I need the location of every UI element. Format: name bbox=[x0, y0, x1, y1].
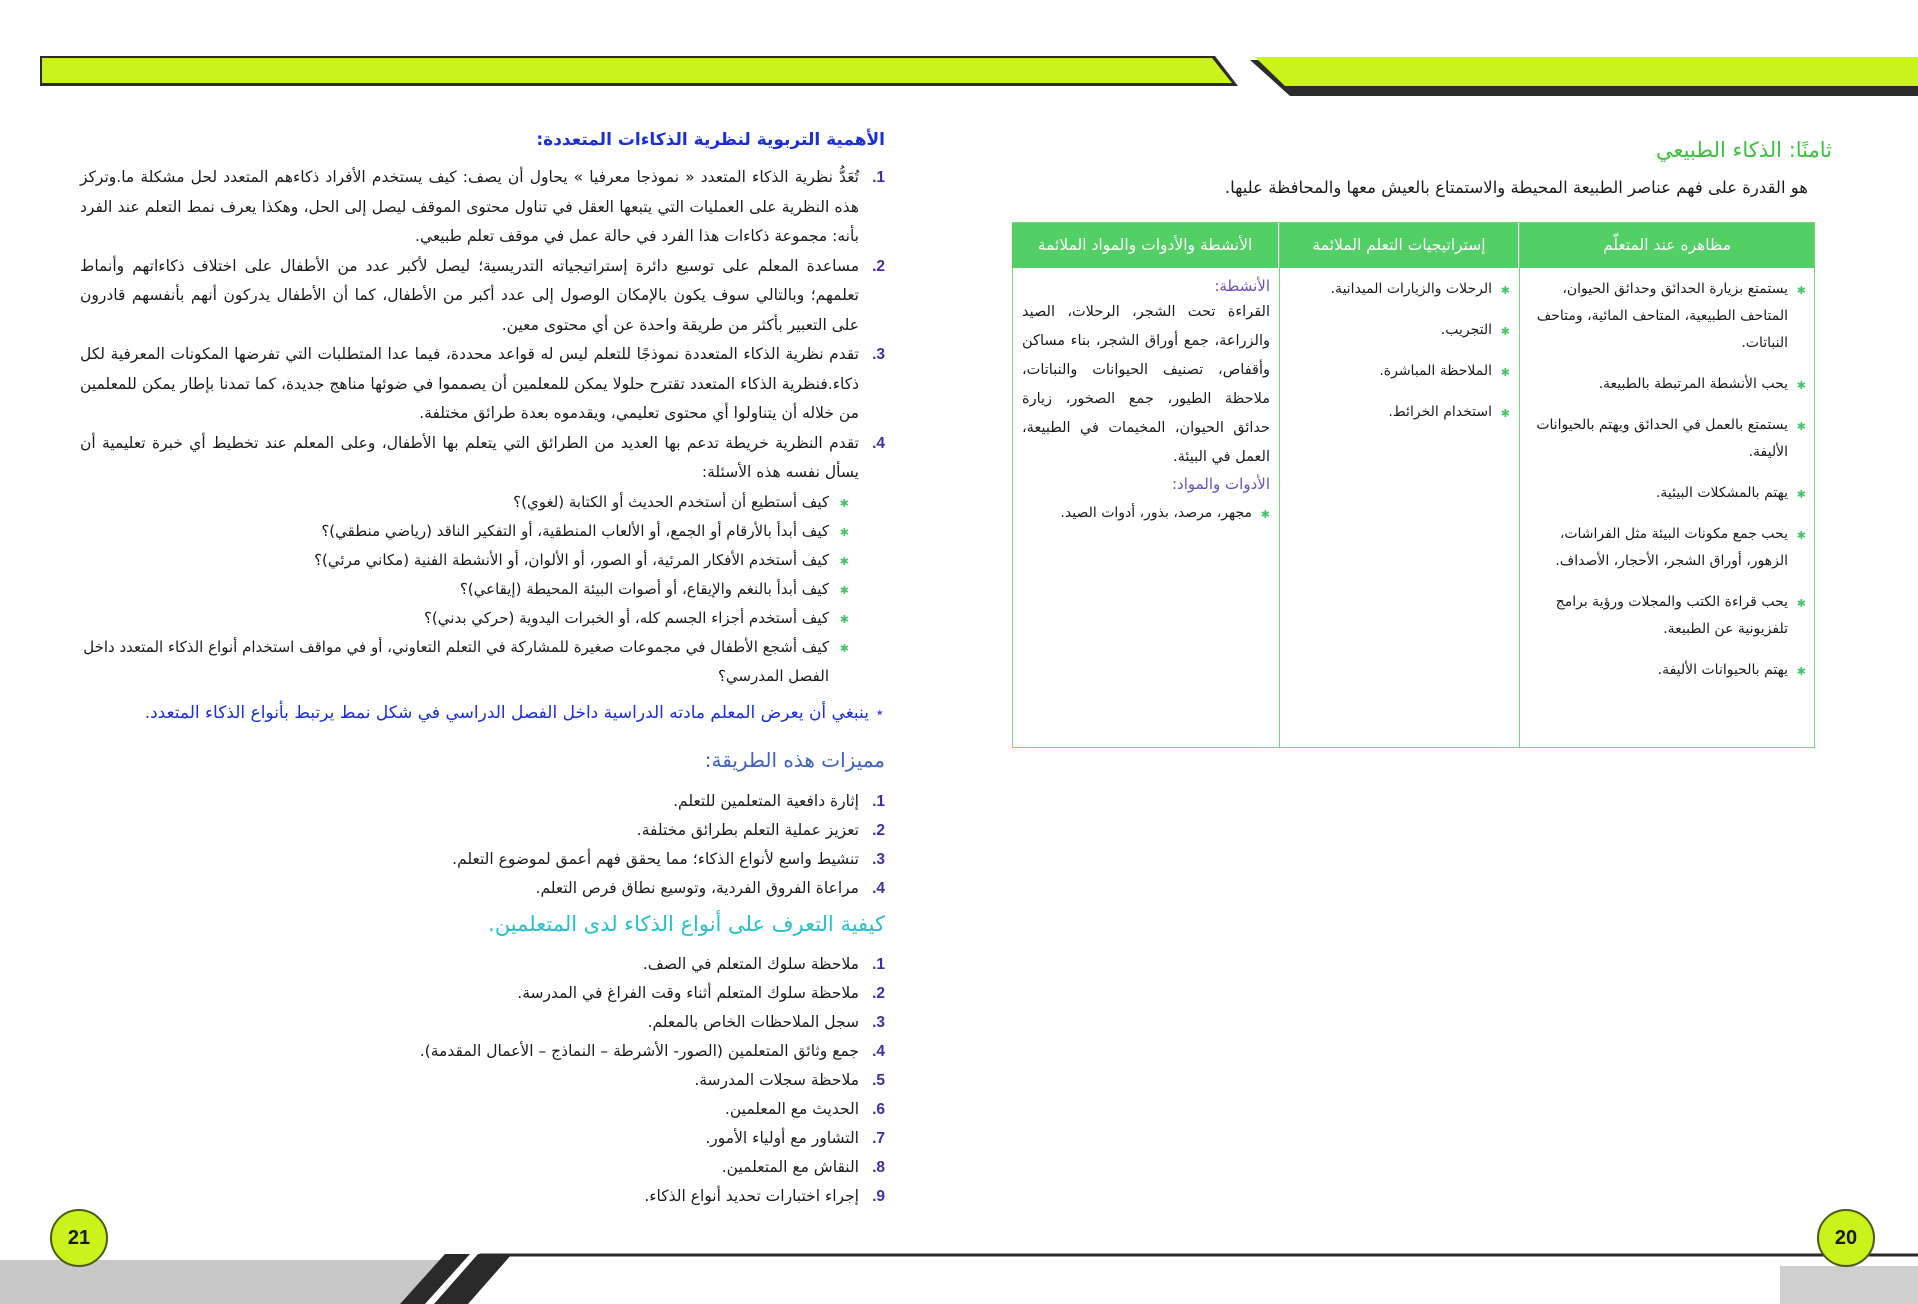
item-number: 7. bbox=[872, 1130, 885, 1147]
item-number: 3. bbox=[872, 346, 885, 363]
identify-list bbox=[80, 950, 885, 1211]
star-icon: ⋆ bbox=[874, 703, 885, 723]
features-list bbox=[80, 787, 885, 903]
list-item bbox=[80, 429, 885, 488]
list-item bbox=[80, 252, 885, 341]
list-item: ✱ كيف أستخدم أجزاء الجسم كله، أو الخبرات اليدوية (حركي بدني)؟ bbox=[80, 604, 849, 633]
list-item bbox=[80, 1037, 885, 1066]
table-header-activities: الأنشطة والأدوات والمواد الملائمة bbox=[1012, 223, 1278, 268]
identify-title: كيفية التعرف على أنواع الذكاء لدى المتعلمين. bbox=[488, 912, 885, 936]
naturalist-table bbox=[1012, 222, 1815, 748]
activities-text: القراءة تحت الشجر، الرحلات، الصيد والزراعة، جمع أوراق الشجر، بناء مساكن وأقفاص، تصنيف الحيوانات والنباتات، ملاحظة الطيور، جمع الصخور، زيارة حدائق الحيوان، المخيمات في الطبيعة، العمل في البيئة. bbox=[1022, 304, 1270, 465]
item-text: سجل الملاحظات الخاص بالمعلم. bbox=[647, 1013, 859, 1031]
list-item bbox=[80, 1008, 885, 1037]
item-text: ملاحظة سجلات المدرسة. bbox=[694, 1071, 859, 1089]
page-21 bbox=[80, 130, 885, 1205]
tools-list bbox=[1022, 500, 1270, 527]
item-text: ملاحظة سلوك المتعلم أثناء وقت الفراغ في المدرسة. bbox=[517, 984, 859, 1002]
table-divider bbox=[1519, 223, 1521, 747]
item-text: النقاش مع المتعلمين. bbox=[721, 1158, 859, 1176]
identify-section bbox=[80, 950, 885, 1211]
list-item bbox=[80, 1153, 885, 1182]
table-divider bbox=[1279, 223, 1281, 747]
bottom-decorative-bars bbox=[0, 1240, 1918, 1304]
list-item bbox=[80, 845, 885, 874]
importance-section bbox=[80, 163, 885, 691]
activities-label: الأنشطة: bbox=[1214, 277, 1270, 295]
list-item: ✱ كيف أستطيع أن أستخدم الحديث أو الكتابة (لغوي)؟ bbox=[80, 488, 849, 517]
table-header-manifestations: مظاهره عند المتعلّم bbox=[1520, 223, 1814, 268]
item-number: 3. bbox=[872, 1014, 885, 1031]
top-bar-left-lime bbox=[42, 58, 1232, 83]
item-number: 2. bbox=[872, 257, 885, 275]
item-text: جمع وثائق المتعلمين (الصور- الأشرطة – النماذج – الأعمال المقدمة). bbox=[419, 1042, 859, 1060]
list-item bbox=[80, 787, 885, 816]
list-item: ✱ مجهر، مرصد، بذور، أدوات الصيد. bbox=[1022, 500, 1270, 527]
list-item: ✱ الملاحظة المباشرة. bbox=[1290, 358, 1510, 385]
item-number: 8. bbox=[872, 1159, 885, 1176]
item-number: 5. bbox=[872, 1072, 885, 1089]
item-text: تعزيز عملية التعلم بطرائق مختلفة. bbox=[636, 821, 859, 839]
bottom-gray-band bbox=[0, 1260, 440, 1304]
list-item: ✱ يهتم بالمشكلات البيئية. bbox=[1526, 480, 1806, 507]
star-note bbox=[145, 703, 885, 723]
strategies-list bbox=[1290, 276, 1510, 426]
table-header-strategies: إستراتيجيات التعلم الملائمة bbox=[1280, 223, 1518, 268]
item-number: 4. bbox=[872, 1043, 885, 1060]
list-item: ✱ كيف أبدأ بالأرقام أو الجمع، أو الألعاب المنطقية، أو التفكير الناقد (رياضي منطقي)؟ bbox=[80, 517, 849, 546]
item-number: 2. bbox=[872, 822, 885, 839]
list-item: ✱ يحب قراءة الكتب والمجلات ورؤية برامج تلفزيونية عن الطبيعة. bbox=[1526, 589, 1806, 643]
top-bar-right-lime bbox=[1255, 57, 1918, 86]
item-number: 1. bbox=[872, 169, 885, 186]
bottom-right-gray bbox=[1780, 1266, 1918, 1304]
list-item bbox=[80, 1095, 885, 1124]
list-item bbox=[80, 950, 885, 979]
list-item: ✱ يحب الأنشطة المرتبطة بالطبيعة. bbox=[1526, 371, 1806, 398]
list-item: ✱ التجريب. bbox=[1290, 317, 1510, 344]
list-item bbox=[80, 340, 885, 429]
questions-list bbox=[80, 488, 885, 691]
item-text: مساعدة المعلم على توسيع دائرة إستراتيجياته التدريسية؛ ليصل لأكبر عدد من الأطفال على اختلاف ذكاءاتهم وأنماط تعلمهم؛ وبالتالي سوف يكون بالإمكان الوصول إلى عدد أكبر من الأطفال، كما أن الأطفال يدركون أنهم بأنفسهم قادرون على التعبير بأكثر من طريقة واحدة عن أي محتوى معين. bbox=[80, 256, 859, 334]
importance-title: الأهمية التربوية لنظرية الذكاءات المتعددة: bbox=[536, 130, 885, 150]
item-text: إجراء اختبارات تحديد أنواع الذكاء. bbox=[644, 1187, 859, 1205]
tools-label: الأدوات والمواد: bbox=[1171, 475, 1270, 493]
page-number-21: 21 bbox=[50, 1209, 108, 1267]
list-item: ✱ يحب جمع مكونات البيئة مثل الفراشات، الزهور، أوراق الشجر، الأحجار، الأصداف. bbox=[1526, 521, 1806, 575]
item-text: مراعاة الفروق الفردية، وتوسيع نطاق فرص التعلم. bbox=[535, 879, 859, 897]
list-item: ✱ كيف أشجع الأطفال في مجموعات صغيرة للمشاركة في التعلم التعاوني، أو في مواقف استخدام أنواع الذكاء المتعدد داخل الفصل المدرسي؟ bbox=[80, 633, 849, 691]
list-item: ✱ استخدام الخرائط. bbox=[1290, 399, 1510, 426]
list-item: ✱ الرحلات والزيارات الميدانية. bbox=[1290, 276, 1510, 303]
page-number-20: 20 bbox=[1817, 1209, 1875, 1267]
item-text: ملاحظة سلوك المتعلم في الصف. bbox=[642, 955, 859, 973]
importance-list bbox=[80, 163, 885, 488]
item-text: تُعَدُّ نظرية الذكاء المتعدد « نموذجا معرفيا » يحاول أن يصف: كيف يستخدم الأفراد ذكاءهم المتعدد لحل مشكلة ما.وتركز هذه النظرية على العمليات التي يتبعها العقل في تناول محتوى الموقف ليصل إلى الحل، وهكذا يعرف نمط التعلم عند الفرد بأنه: مجموعة ذكاءات هذا الفرد في حالة عمل في موقف تعلم طبيعي. bbox=[80, 168, 859, 245]
item-number: 9. bbox=[872, 1188, 885, 1205]
item-text: تقدم نظرية الذكاء المتعددة نموذجًا للتعلم ليس له قواعد محددة، فيما عدا المتطلبات التي تفرضها المكونات المعرفية لكل ذكاء.فنظرية الذكاء المتعدد تقترح حلولا يمكن للمعلمين أن يصمموا في ضوئها مناهج جديدة، كما تمدنا بإطار يمكن للمعلمين من خلاله أن يتناولوا أي محتوى تعليمي، ويقدموه بعدة طرائق مختلفة. bbox=[80, 345, 859, 422]
item-number: 3. bbox=[872, 851, 885, 868]
activities-column bbox=[1022, 268, 1270, 747]
page-20 bbox=[1020, 130, 1860, 780]
list-item bbox=[80, 979, 885, 1008]
item-number: 1. bbox=[872, 793, 885, 810]
item-number: 2. bbox=[872, 985, 885, 1002]
top-decorative-bars bbox=[0, 0, 1918, 110]
item-text: الحديث مع المعلمين. bbox=[724, 1100, 859, 1118]
features-section bbox=[80, 787, 885, 903]
item-text: تقدم النظرية خريطة تدعم بها العديد من الطرائق التي يتعلم بها الأطفال، وعلى المعلم عند تخطيط أي خبرة تعليمية أن يسأل نفسه هذه الأسئلة: bbox=[80, 433, 859, 481]
list-item bbox=[80, 1182, 885, 1211]
manifestations-list bbox=[1526, 276, 1806, 684]
item-text: تنشيط واسع لأنواع الذكاء؛ مما يحقق فهم أعمق لموضوع التعلم. bbox=[452, 850, 859, 868]
item-number: 4. bbox=[872, 880, 885, 897]
item-number: 1. bbox=[872, 956, 885, 973]
naturalist-section-title: ثامنًا: الذكاء الطبيعي bbox=[1656, 138, 1832, 162]
item-text: التشاور مع أولياء الأمور. bbox=[705, 1129, 859, 1147]
strategies-column bbox=[1290, 268, 1510, 747]
list-item: ✱ يستمتع بالعمل في الحدائق ويهتم بالحيوانات الأليفة. bbox=[1526, 412, 1806, 466]
list-item: ✱ يستمتع بزيارة الحدائق وحدائق الحيوان، المتاحف الطبيعية، المتاحف المائية، ومتاحف النباتات. bbox=[1526, 276, 1806, 357]
list-item: ✱ كيف أستخدم الأفكار المرئية، أو الصور، أو الألوان، أو الأنشطة الفنية (مكاني مرئي)؟ bbox=[80, 546, 849, 575]
list-item bbox=[80, 816, 885, 845]
item-text: إثارة دافعية المتعلمين للتعلم. bbox=[673, 792, 859, 810]
item-number: 6. bbox=[872, 1101, 885, 1118]
list-item: ✱ كيف أبدأ بالنغم والإيقاع، أو أصوات البيئة المحيطة (إيقاعي)؟ bbox=[80, 575, 849, 604]
naturalist-definition: هو القدرة على فهم عناصر الطبيعة المحيطة والاستمتاع بالعيش معها والمحافظة عليها. bbox=[1224, 178, 1808, 197]
item-number: 4. bbox=[872, 434, 885, 452]
features-title: مميزات هذه الطريقة: bbox=[704, 748, 885, 772]
manifestations-column bbox=[1526, 268, 1806, 747]
list-item: ✱ يهتم بالحيوانات الأليفة. bbox=[1526, 657, 1806, 684]
star-note-text: ينبغي أن يعرض المعلم مادته الدراسية داخل الفصل الدراسي في شكل نمط يرتبط بأنواع الذكاء المتعدد. bbox=[144, 703, 869, 723]
list-item bbox=[80, 163, 885, 252]
list-item bbox=[80, 874, 885, 903]
list-item bbox=[80, 1066, 885, 1095]
list-item bbox=[80, 1124, 885, 1153]
